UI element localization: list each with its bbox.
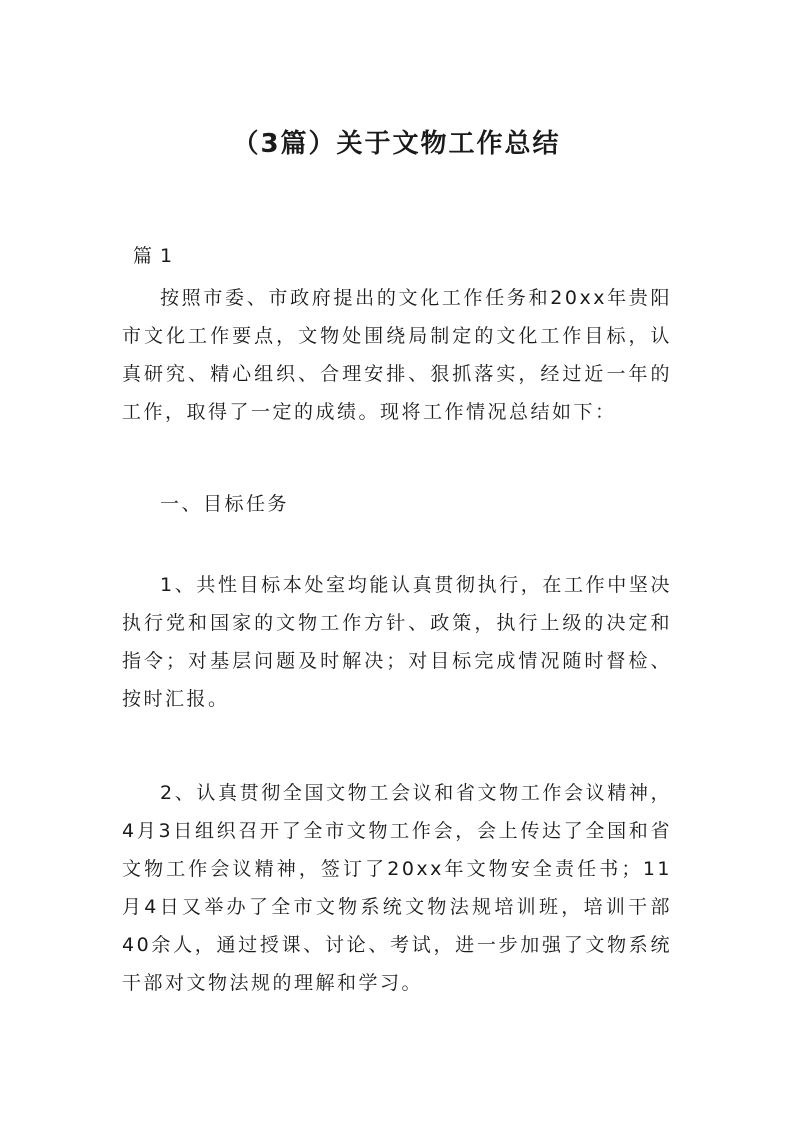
list-item-1: 1、共性目标本处室均能认真贯彻执行，在工作中坚决执行党和国家的文物工作方针、政策，执行上级的决定和指令；对基层问题及时解决；对目标完成情况随时督检、按时汇报。 — [122, 574, 672, 710]
section-heading: 一、目标任务 — [160, 493, 290, 515]
list-item-2: 2、认真贯彻全国文物工会议和省文物工作会议精神，4月3日组织召开了全市文物工作会，会上传达了全国和省文物工作会议精神，签订了20xx年文物安全责任书；11月4日又举办了全市文物系统文物法规培训班，培训干部40余人，通过授课、讨论、考试，进一步加强了文物系统干部对文物法规的理解和学习。 — [122, 782, 672, 994]
document-title: （3篇）关于文物工作总结 — [232, 129, 561, 159]
intro-paragraph: 按照市委、市政府提出的文化工作任务和20xx年贵阳市文化工作要点，文物处围绕局制定的文化工作目标，认真研究、精心组织、合理安排、狠抓落实，经过近一年的工作，取得了一定的成绩。现将工作情况总结如下： — [122, 287, 672, 423]
section-label: 篇 1 — [133, 245, 174, 267]
